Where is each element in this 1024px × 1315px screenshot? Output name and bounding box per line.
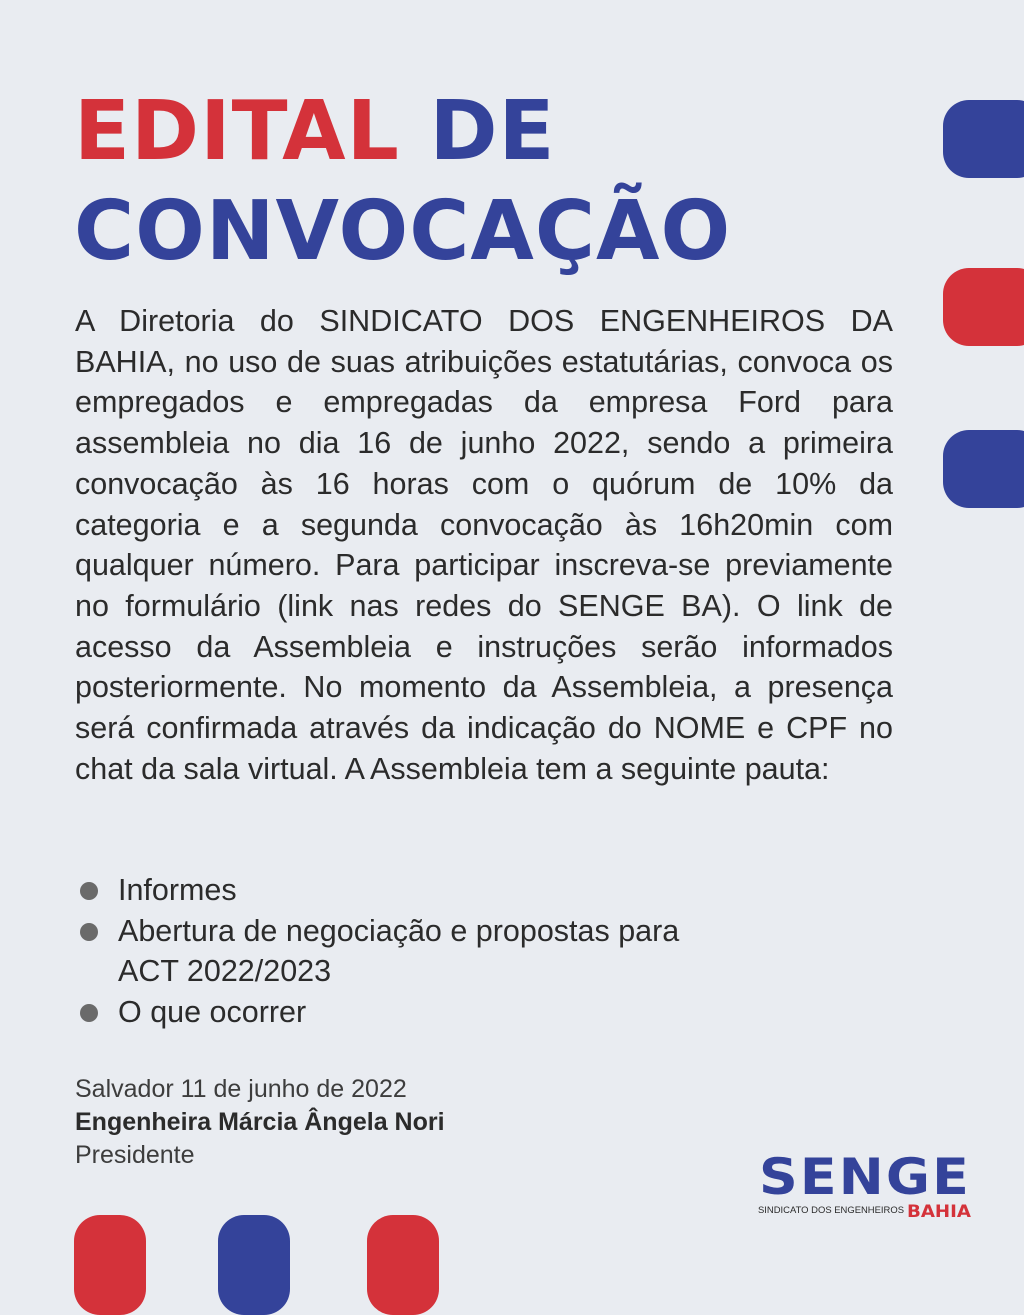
logo-subtitle: SINDICATO DOS ENGENHEIROS — [758, 1205, 904, 1216]
title-word-edital: EDITAL — [74, 84, 400, 179]
signatory-name: Engenheira Márcia Ângela Nori — [75, 1108, 445, 1136]
title-word-convocacao: CONVOCAÇÃO — [74, 184, 732, 279]
decorative-tab-red — [74, 1215, 146, 1315]
decorative-tab-blue — [218, 1215, 290, 1315]
decorative-tab-blue — [943, 430, 1024, 508]
signatory-role: Presidente — [75, 1141, 195, 1169]
decorative-tab-blue — [943, 100, 1024, 178]
senge-bahia-logo — [757, 1150, 973, 1222]
bullet-icon — [80, 882, 98, 900]
agenda-item — [75, 911, 715, 992]
place-date: Salvador 11 de junho de 2022 — [75, 1075, 407, 1103]
page-title — [74, 82, 914, 282]
agenda-list — [75, 870, 715, 1033]
agenda-item — [75, 870, 715, 911]
bullet-icon — [80, 923, 98, 941]
decorative-tab-red — [943, 268, 1024, 346]
notice-body: A Diretoria do SINDICATO DOS ENGENHEIROS DA BAHIA, no uso de suas atribuições estatutárias, convoca os empregados e empregadas da empresa Ford para assembleia no dia 16 de junho 2022, sendo a primeira convocação às 16 horas com o quórum de 10% da categoria e a segunda convocação às 16h20min com qualquer número. Para participar inscreva-se previamente no formulário (link nas redes do SENGE BA). O link de acesso da Assembleia e instruções serão informados posteriormente. No momento da Assembleia, a presença será confirmada através da indicação do NOME e CPF no chat da sala virtual. A Assembleia tem a seguinte pauta: — [75, 304, 893, 786]
agenda-item-label: Informes — [118, 873, 237, 907]
signature-block — [75, 1073, 675, 1172]
agenda-item-label: O que ocorrer — [118, 995, 307, 1030]
agenda-item-label: Abertura de negociação e propostas para ACT 2022/2023 — [118, 913, 680, 989]
logo-region: BAHIA — [907, 1202, 972, 1222]
title-word-de: DE — [429, 84, 556, 179]
logo-name: SENGE — [759, 1150, 971, 1206]
bullet-icon — [80, 1004, 98, 1022]
decorative-tab-red — [367, 1215, 439, 1315]
agenda-item — [75, 992, 715, 1033]
